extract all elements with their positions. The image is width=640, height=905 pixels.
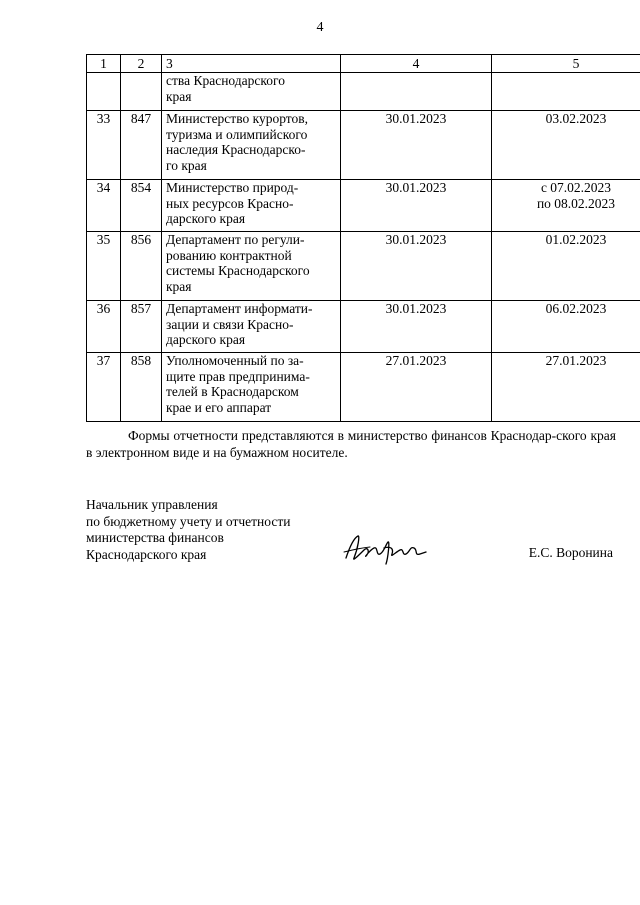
row-date-column-4: 30.01.2023: [341, 232, 492, 301]
row-number: 36: [87, 301, 121, 353]
row-code: 856: [121, 232, 162, 301]
row-code: 847: [121, 111, 162, 180]
row-code: 854: [121, 180, 162, 232]
row-number: 34: [87, 180, 121, 232]
row-date-column-5: 03.02.2023: [545, 111, 607, 126]
row-organization-name: Министерство курортов, туризма и олимпийского наследия Краснодарско- го края: [166, 111, 309, 173]
row-code: 858: [121, 353, 162, 422]
row-date-column-5: 06.02.2023: [545, 301, 607, 316]
row-organization-name: Департамент информати- зации и связи Красно- дарского края: [166, 301, 313, 347]
row-date-column-5: с 07.02.2023 по 08.02.2023: [536, 180, 616, 211]
submission-note: Формы отчетности представляются в министерство финансов Краснодар-ского края в электронном виде и на бумажном носителе.: [86, 428, 616, 460]
page-number: 4: [316, 20, 324, 35]
table-header-row: [87, 55, 640, 73]
row-code: 857: [121, 301, 162, 353]
row-date-column-4: 30.01.2023: [341, 180, 492, 232]
row-date-column-4: [341, 73, 492, 111]
row-number: [87, 73, 121, 111]
row-organization-name: Уполномоченный по за- щите прав предпринима- телей в Краснодарском крае и его аппарат: [166, 353, 310, 415]
signatory-position-line: министерства финансов: [86, 530, 224, 545]
reporting-schedule-table: [86, 54, 640, 422]
table-row: [87, 111, 640, 180]
signatory-position-line: Начальник управления: [86, 497, 218, 512]
signatory-position-line: по бюджетному учету и отчетности: [86, 513, 291, 529]
signatory-name: Е.С. Воронина: [528, 545, 613, 560]
table-row: [87, 180, 640, 232]
row-number: 37: [87, 353, 121, 422]
column-header-5: 5: [492, 55, 640, 73]
column-header-4: 4: [341, 55, 492, 73]
row-date-column-5: 27.01.2023: [545, 353, 607, 368]
row-date-column-4: 30.01.2023: [341, 301, 492, 353]
table-row: [87, 73, 640, 111]
signatory-position-line: Краснодарского края: [86, 546, 207, 562]
row-organization-name: ства Краснодарского края: [166, 73, 285, 104]
row-date-column-4: 27.01.2023: [341, 353, 492, 422]
row-date-column-5: 01.02.2023: [545, 232, 607, 247]
row-number: 33: [87, 111, 121, 180]
row-organization-name: Департамент по регули- рованию контрактной системы Краснодарского края: [166, 232, 310, 294]
row-code: [121, 73, 162, 111]
table-row: [87, 353, 640, 422]
column-header-3: 3: [162, 55, 341, 73]
column-header-1: 1: [87, 55, 121, 73]
handwritten-signature: [340, 528, 432, 570]
table-row: [87, 232, 640, 301]
column-header-2: 2: [121, 55, 162, 73]
row-number: 35: [87, 232, 121, 301]
row-date-column-4: 30.01.2023: [341, 111, 492, 180]
signatory-position: [86, 497, 326, 563]
row-organization-name: Министерство природ- ных ресурсов Красно- дарского края: [166, 180, 299, 226]
table-row: [87, 301, 640, 353]
